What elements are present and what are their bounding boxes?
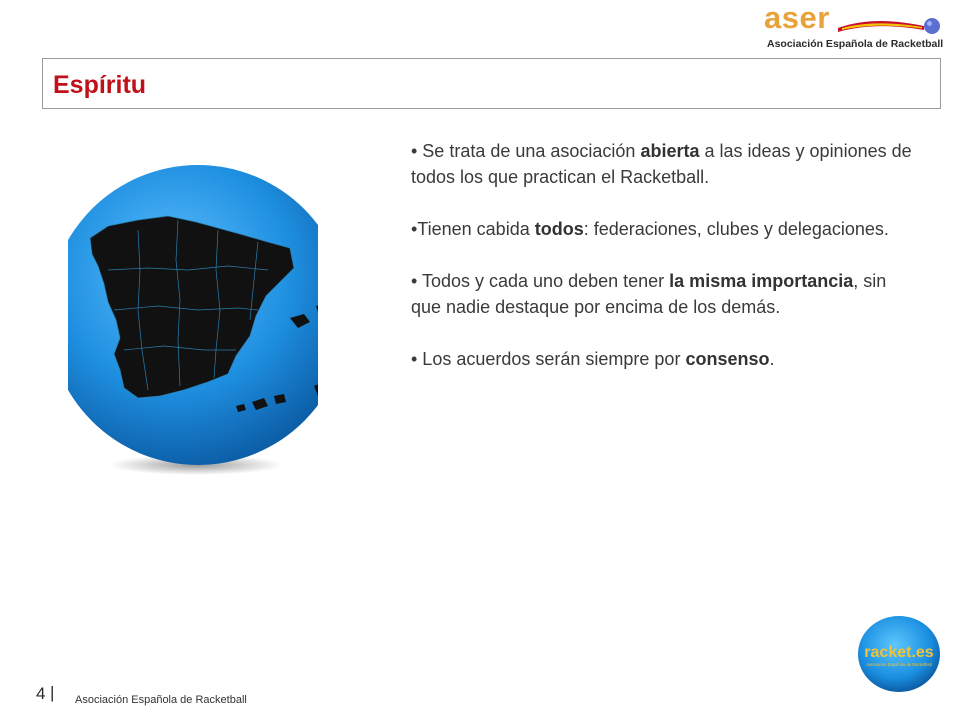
aser-logo-subtitle: Asociación Española de Racketball <box>767 38 944 50</box>
bullet-item <box>411 268 921 320</box>
content-bullets <box>411 138 921 398</box>
title-bar <box>42 58 941 109</box>
page-number: 4 <box>36 684 46 703</box>
racket-es-badge <box>856 614 942 694</box>
bullet-text: •Tienen cabida <box>411 219 535 239</box>
badge-subtext: Asociación Española de Racketball <box>866 662 932 667</box>
bullet-item <box>411 216 921 242</box>
bullet-text: . <box>769 349 775 369</box>
aser-logo-word: aser <box>764 0 830 35</box>
bullet-text: , sin que nadie destaque por encima de los demás. <box>411 271 887 317</box>
bullet-emphasis: todos <box>534 219 584 239</box>
page-title: Espíritu <box>53 71 147 99</box>
aser-logo <box>758 0 948 54</box>
racket-es-badge-icon <box>856 614 942 694</box>
bullet-text: • Se trata de una asociación <box>411 141 641 161</box>
footer-separator: | <box>50 683 55 702</box>
bullet-emphasis: la misma importancia <box>669 271 854 291</box>
bullet-emphasis: consenso <box>685 349 770 369</box>
bullet-text: • Todos y cada uno deben tener <box>411 271 670 291</box>
spain-map-globe-icon <box>68 150 318 480</box>
footer-organization: Asociación Española de Racketball <box>75 694 247 706</box>
bullet-item <box>411 346 921 372</box>
bullet-item <box>411 138 921 190</box>
badge-text: racket.es <box>864 644 934 661</box>
bullet-emphasis: abierta <box>640 141 700 161</box>
bullet-text: : federaciones, clubes y delegaciones. <box>583 219 889 239</box>
bullet-text: a las ideas y opiniones de todos los que practican el Racketball. <box>411 141 912 187</box>
spain-globe <box>68 150 318 485</box>
racket-flag-mark-icon <box>836 14 946 38</box>
bullet-text: • Los acuerdos serán siempre por <box>411 349 686 369</box>
